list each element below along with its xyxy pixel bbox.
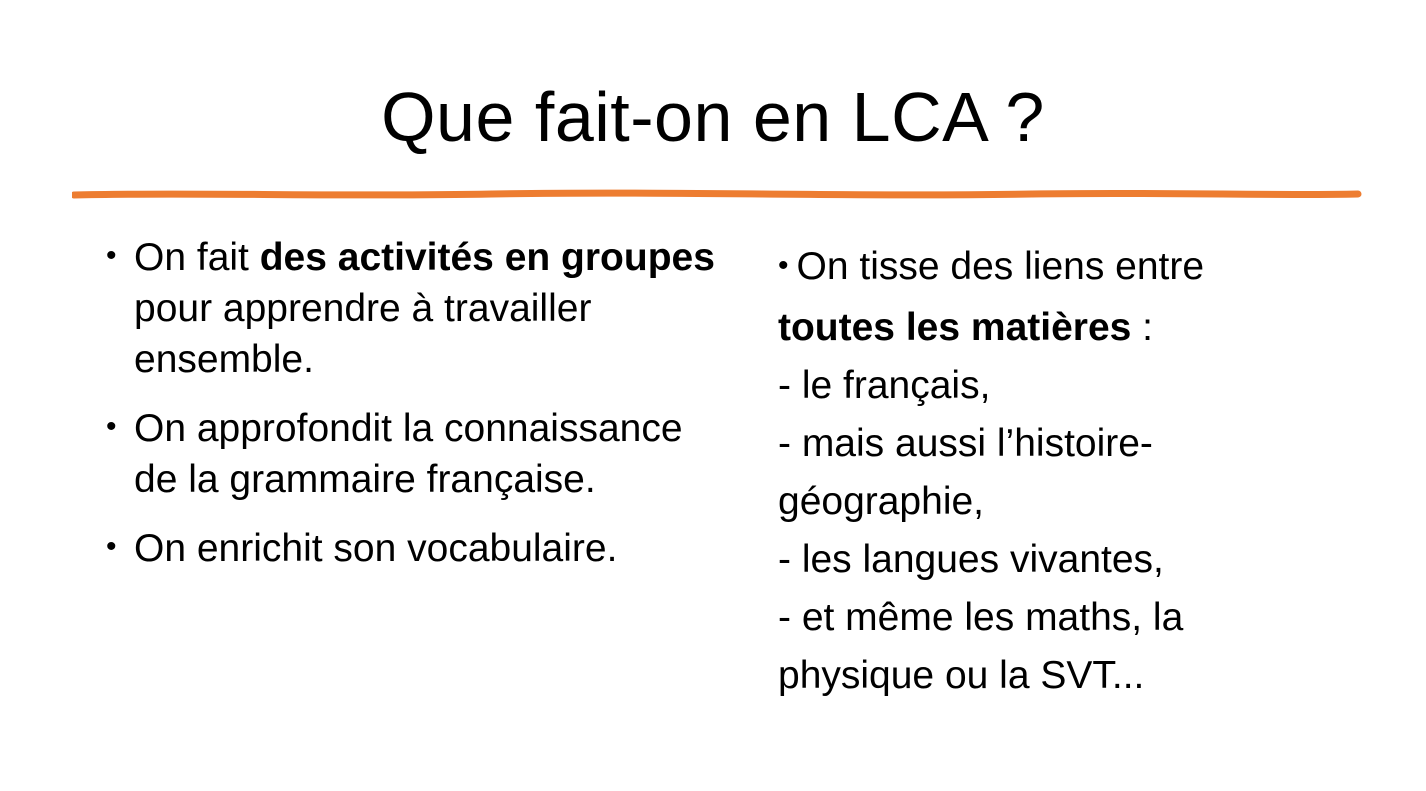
right-intro-suffix: : (1131, 306, 1153, 349)
bullet-dot: • (106, 530, 117, 563)
left-column (106, 232, 736, 592)
right-intro-line (778, 238, 1398, 299)
subject-item: - le français, (778, 364, 991, 407)
bullet-grammar (106, 403, 736, 505)
bullet-dot: • (778, 249, 789, 282)
bullet-text-end: pour apprendre à travailler ensemble. (134, 287, 592, 381)
right-bold-phrase: toutes les matières (778, 306, 1132, 349)
slide-title: Que fait-on en LCA ? (381, 78, 1045, 156)
subject-item: - les langues vivantes, (778, 538, 1164, 581)
bullet-text: On approfondit la connaissance de la grammaire française. (134, 407, 683, 501)
bullet-dot: • (106, 410, 117, 443)
subject-item: - mais aussi l’histoire- (778, 422, 1153, 465)
bullet-vocabulary (106, 523, 736, 574)
subject-item: physique ou la SVT... (778, 654, 1145, 697)
right-column (778, 238, 1398, 705)
bullet-text: On enrichit son vocabulaire. (134, 527, 618, 570)
underline-stroke (74, 193, 1358, 195)
bullet-bold-phrase: des activités en groupes (259, 236, 715, 279)
subject-item: géographie, (778, 480, 985, 523)
bullet-dot: • (106, 239, 117, 272)
right-intro-bold-line (778, 299, 1398, 357)
subject-item: - et même les maths, la (778, 596, 1184, 639)
title-underline (72, 186, 1362, 204)
bullet-group-activities (106, 232, 736, 385)
bullet-text-start: On fait (134, 236, 260, 279)
right-intro-text: On tisse des liens entre (796, 245, 1205, 288)
